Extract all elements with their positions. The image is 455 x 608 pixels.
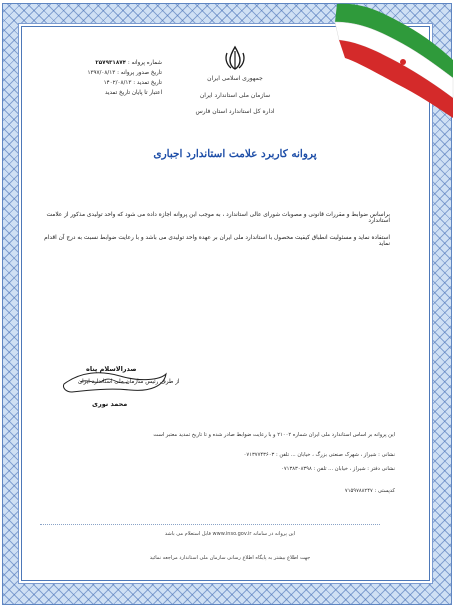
signer-name-bottom: محمد نوری (92, 400, 128, 408)
issue-date-label: تاریخ صدور پروانه : (117, 70, 162, 76)
header-country: جمهوری اسلامی ایران (207, 75, 263, 82)
header-ministry: سازمان ملی استاندارد ایران (199, 92, 271, 99)
signer-name-top: صدرالاسلام پناه (86, 365, 137, 373)
renew-date-label: تاریخ تمدید : (133, 80, 162, 86)
body-line-1: براساس ضوابط و مقررات قانونی و مصوبات شورای عالی استاندارد ، به موجب این پروانه اجازه داده می شود که واحد تولیدی مذکور از علامت استاندارد (46, 212, 390, 224)
validity-note: اعتبار تا پایان تاریخ تمدید (104, 90, 162, 96)
license-number-row (82, 60, 162, 66)
header-office: اداره کل استاندارد استان فارس (195, 108, 275, 115)
body-line-2: استفاده نماید و مسئولیت انطباق کیفیت محصول با استاندارد ملی ایران بر عهده واحد تولیدی می باشد و با رعایت ضوابط نسبت به درج آن اقدام نماید (44, 235, 390, 247)
certificate-title: پروانه کاربرد علامت استاندارد اجباری (153, 148, 317, 160)
footer-line-2: جهت اطلاع بیشتر به پایگاه اطلاع رسانی سازمان ملی استاندارد مراجعه نمائید (149, 555, 311, 561)
renew-date-value: ۱۴۰۲/۰۸/۱۳ (103, 80, 132, 86)
license-number-value: ۲۵۷۹۳۱۸۷۴ (95, 60, 127, 66)
national-emblem-icon (222, 45, 248, 71)
note-line-3: نشانی دفتر : شیراز ، خیابان ... تلفن : ۰۷۱۳۸۳۰۸۳۹۸ (281, 466, 395, 472)
issue-date-row (82, 70, 162, 76)
note-line-1: این پروانه بر اساس استاندارد ملی ایران شماره ۲۱۰۰۲ و با رعایت ضوابط صادر شده و تا تاریخ تمدید معتبر است (153, 432, 395, 438)
iran-flag-icon (325, 0, 455, 150)
issue-date-value: ۱۳۹۷/۰۸/۱۳ (87, 70, 116, 76)
footer-divider (40, 524, 380, 525)
footer-line-1: این پروانه در سامانه www.inso.gov.ir قابل استعلام می باشد (164, 531, 296, 537)
renew-date-row (82, 80, 162, 86)
note-line-4: کدپستی : ۷۱۵۹۷۸۸۲۴۷ (344, 488, 395, 494)
license-number-label: شماره پروانه : (127, 60, 162, 66)
note-line-2: نشانی : شیراز ، شهرک صنعتی بزرگ ، خیابان ... تلفن : ۰۷۱۳۷۷۴۳۶۰۳ (243, 452, 395, 458)
signer-title: از طرف رئیس سازمان ملی استاندارد ایران (78, 379, 180, 385)
